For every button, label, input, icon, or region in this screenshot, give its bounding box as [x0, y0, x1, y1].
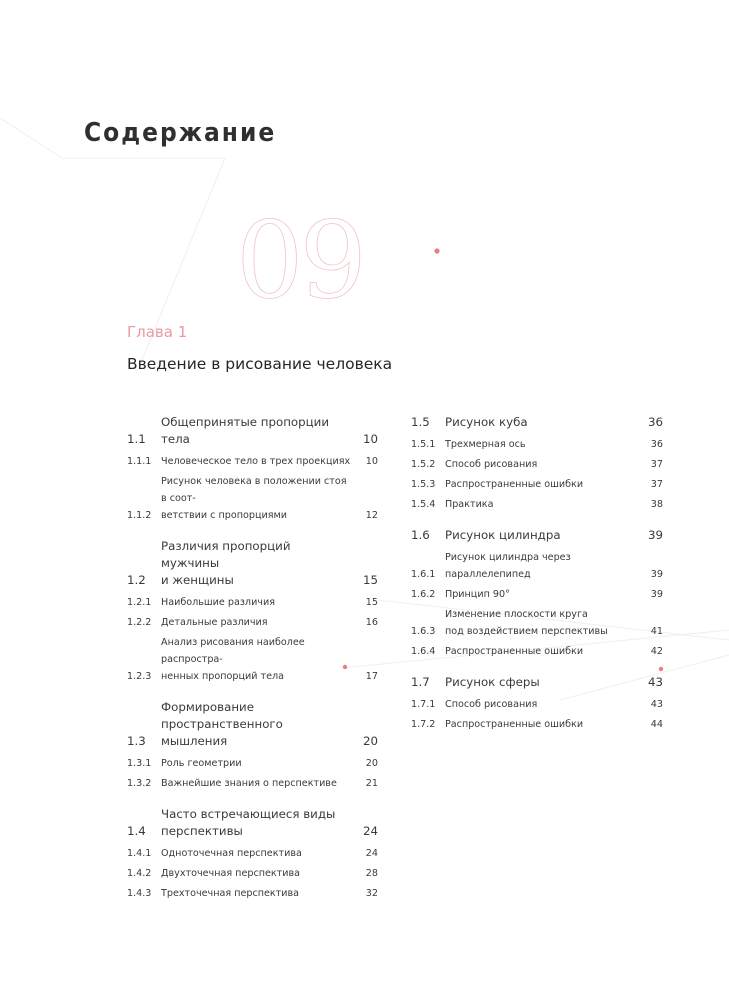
toc-entry-page: 37: [650, 479, 663, 490]
toc-entry-page: 20: [362, 734, 378, 748]
toc-entry-number: 1.6.3: [411, 626, 436, 637]
toc-entry-page: 39: [647, 528, 663, 542]
toc-entry-number: 1.4: [127, 824, 146, 838]
toc-entry-page: 38: [650, 499, 663, 510]
toc-entry-number: 1.5.3: [411, 479, 436, 490]
toc-entry-title: Трехточечная перспектива: [161, 888, 300, 899]
toc-entry[interactable]: [411, 606, 663, 640]
accent-dot: [434, 248, 439, 253]
toc-entry-title: Практика: [445, 499, 494, 510]
toc-entry[interactable]: [127, 538, 378, 589]
toc-entry-page: 39: [650, 589, 663, 600]
page-title: Содержание: [84, 118, 277, 148]
toc-entry[interactable]: [411, 436, 663, 453]
toc-entry-number: 1.3: [127, 734, 146, 748]
toc-entry[interactable]: [127, 699, 378, 750]
toc-entry-title: Важнейшие знания о перспективе: [161, 778, 337, 789]
toc-entry-number: 1.3.2: [127, 778, 152, 789]
chapter-label: Глава 1: [127, 323, 188, 341]
toc-entry-number: 1.5.2: [411, 459, 436, 470]
toc-entry[interactable]: [127, 845, 378, 862]
toc-entry-title: Изменение плоскости круга под воздействием перспективы: [445, 609, 608, 637]
toc-entry-number: 1.1: [127, 432, 146, 446]
toc-entry-page: 24: [362, 824, 378, 838]
toc-entry-page: 43: [647, 675, 663, 689]
toc-entry-title: Трехмерная ось: [445, 439, 526, 450]
toc-entry-number: 1.5.1: [411, 439, 436, 450]
chapter-number: 09: [236, 199, 363, 322]
toc-entry-page: 43: [650, 699, 663, 710]
toc-entry[interactable]: [127, 775, 378, 792]
toc-entry[interactable]: [127, 414, 378, 448]
toc-entry-number: 1.4.2: [127, 868, 152, 879]
toc-entry[interactable]: [127, 473, 378, 524]
toc-entry-page: 15: [362, 573, 378, 587]
toc-entry-title: Общепринятые пропорции тела: [161, 415, 330, 446]
toc-entry-title: Двухточечная перспектива: [161, 868, 301, 879]
toc-column-left: [127, 412, 378, 905]
toc-entry[interactable]: [411, 549, 663, 583]
toc-entry-number: 1.7: [411, 675, 430, 689]
toc-entry-number: 1.6: [411, 528, 430, 542]
toc-entry-title: Способ рисования: [445, 459, 538, 470]
toc-entry-page: 17: [365, 671, 378, 682]
toc-entry-number: 1.6.2: [411, 589, 436, 600]
toc-entry-number: 1.6.4: [411, 646, 436, 657]
toc-entry-title: Рисунок человека в положении стоя в соот- ветствии с пропорциями: [161, 476, 347, 521]
toc-entry-number: 1.3.1: [127, 758, 152, 769]
toc-entry-page: 39: [650, 569, 663, 580]
toc-entry-page: 10: [365, 456, 378, 467]
toc-entry-page: 42: [650, 646, 663, 657]
toc-entry-page: 36: [650, 439, 663, 450]
toc-entry[interactable]: [127, 634, 378, 685]
toc-entry[interactable]: [411, 696, 663, 713]
toc-entry[interactable]: [411, 674, 663, 691]
toc-entry-page: 28: [365, 868, 378, 879]
toc-column-right: [411, 412, 663, 736]
toc-entry[interactable]: [127, 885, 378, 902]
toc-entry-page: 16: [365, 617, 378, 628]
toc-entry-page: 36: [647, 415, 663, 429]
toc-entry-number: 1.1.1: [127, 456, 152, 467]
toc-entry-page: 20: [365, 758, 378, 769]
toc-entry-page: 15: [365, 597, 378, 608]
toc-entry[interactable]: [127, 755, 378, 772]
toc-entry-title: Различия пропорций мужчины и женщины: [161, 539, 291, 587]
toc-entry-number: 1.2.3: [127, 671, 152, 682]
toc-entry-number: 1.7.1: [411, 699, 436, 710]
toc-entry-number: 1.1.2: [127, 510, 152, 521]
toc-entry[interactable]: [127, 806, 378, 840]
toc-entry-title: Рисунок цилиндра: [445, 528, 561, 542]
toc-entry[interactable]: [411, 527, 663, 544]
toc-entry[interactable]: [411, 716, 663, 733]
toc-entry[interactable]: [411, 643, 663, 660]
toc-entry-page: 32: [365, 888, 378, 899]
toc-entry-title: Распространенные ошибки: [445, 479, 584, 490]
toc-entry[interactable]: [411, 496, 663, 513]
toc-entry-title: Детальные различия: [161, 617, 268, 628]
toc-entry-number: 1.4.1: [127, 848, 152, 859]
toc-entry-title: Рисунок цилиндра через параллелепипед: [445, 552, 571, 580]
toc-entry-page: 12: [365, 510, 378, 521]
toc-entry-title: Наибольшие различия: [161, 597, 275, 608]
toc-entry[interactable]: [127, 614, 378, 631]
toc-entry-number: 1.2.2: [127, 617, 152, 628]
toc-entry[interactable]: [127, 865, 378, 882]
toc-entry[interactable]: [127, 594, 378, 611]
toc-entry-page: 10: [362, 432, 378, 446]
toc-entry-number: 1.2: [127, 573, 146, 587]
toc-entry-title: Одноточечная перспектива: [161, 848, 302, 859]
toc-entry-number: 1.5: [411, 415, 430, 429]
toc-entry[interactable]: [411, 456, 663, 473]
toc-entry-page: 24: [365, 848, 378, 859]
toc-entry[interactable]: [411, 476, 663, 493]
toc-entry-title: Формирование пространственного мышления: [161, 700, 283, 748]
toc-entry-title: Распространенные ошибки: [445, 719, 584, 730]
chapter-title: Введение в рисование человека: [127, 355, 393, 373]
toc-entry-page: 41: [650, 626, 663, 637]
toc-entry-title: Принцип 90°: [445, 589, 510, 600]
toc-entry-title: Человеческое тело в трех проекциях: [161, 456, 351, 467]
toc-entry[interactable]: [411, 586, 663, 603]
toc-entry-title: Распространенные ошибки: [445, 646, 584, 657]
toc-entry-number: 1.7.2: [411, 719, 436, 730]
toc-entry[interactable]: [411, 414, 663, 431]
toc-entry-page: 44: [650, 719, 663, 730]
toc-entry-title: Роль геометрии: [161, 758, 242, 769]
toc-entry-number: 1.6.1: [411, 569, 436, 580]
toc-entry-number: 1.4.3: [127, 888, 152, 899]
toc-entry-page: 37: [650, 459, 663, 470]
toc-entry-title: Способ рисования: [445, 699, 538, 710]
toc-entry-title: Рисунок сферы: [445, 675, 540, 689]
toc-entry-title: Часто встречающиеся виды перспективы: [161, 807, 336, 838]
toc-entry-page: 21: [365, 778, 378, 789]
toc-entry-title: Рисунок куба: [445, 415, 528, 429]
toc-entry-title: Анализ рисования наиболее распростра- ненных пропорций тела: [161, 637, 305, 682]
toc-entry[interactable]: [127, 453, 378, 470]
toc-entry-number: 1.2.1: [127, 597, 152, 608]
toc-entry-number: 1.5.4: [411, 499, 436, 510]
